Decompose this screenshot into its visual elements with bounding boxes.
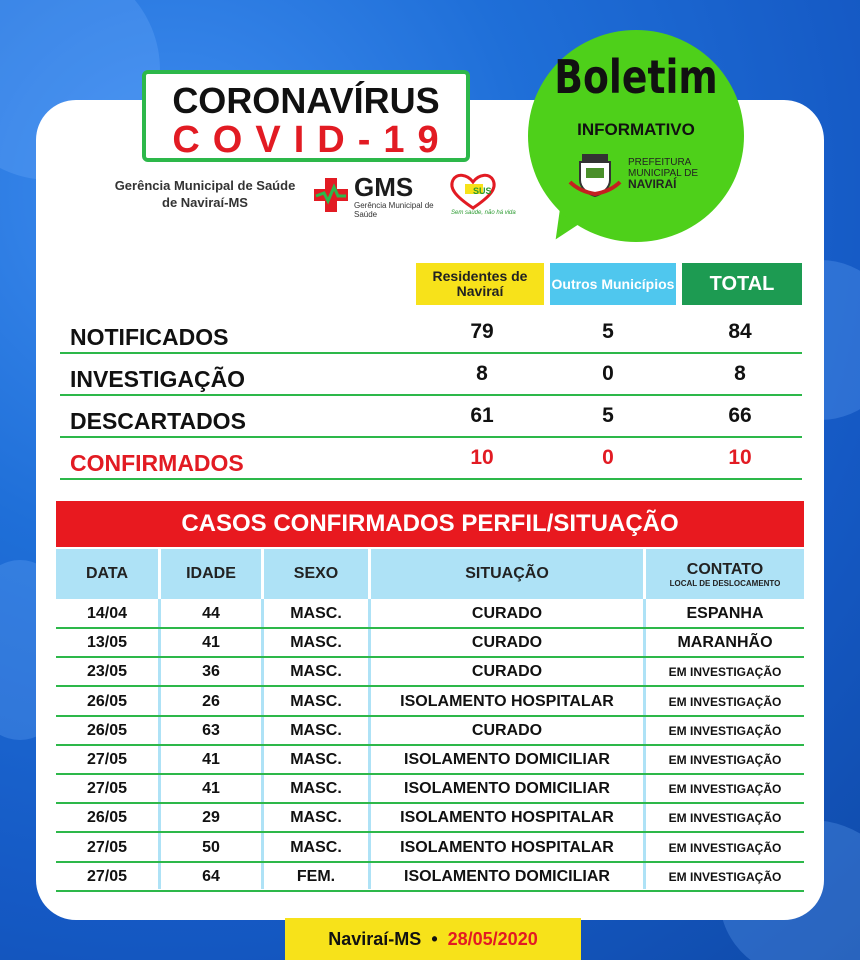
cell-contato: EM INVESTIGAÇÃO (668, 753, 782, 767)
cell-contato: MARANHÃO (677, 634, 773, 652)
cell-idade: 64 (202, 867, 220, 885)
summary-residentes: 61 (470, 404, 494, 427)
col-header-sexo (264, 549, 368, 599)
summary-row-notificados (60, 314, 802, 354)
cell-data: 13/05 (86, 634, 128, 652)
table-row (56, 804, 804, 833)
cell-idade: 44 (202, 605, 220, 622)
col-header-idade (161, 549, 261, 599)
header-text: SEXO (293, 565, 339, 582)
cell-sexo: MASC. (290, 663, 342, 681)
cell-sexo: MASC. (290, 692, 342, 710)
cell-contato: EM INVESTIGAÇÃO (668, 723, 782, 738)
table-row (56, 600, 804, 629)
table-row (56, 629, 804, 658)
col-header-outros: Outros Municípios (550, 263, 676, 305)
cell-data: 27/05 (86, 751, 128, 768)
summary-residentes: 10 (470, 446, 494, 469)
summary-label: NOTIFICADOS (70, 324, 229, 350)
cell-idade: 36 (202, 663, 220, 681)
summary-outros: 0 (602, 362, 614, 385)
cell-situacao: ISOLAMENTO HOSPITALAR (400, 809, 614, 827)
table-row (56, 863, 804, 892)
cell-contato: EM INVESTIGAÇÃO (668, 811, 782, 826)
col-header-contato (646, 549, 804, 599)
col-header-data (56, 549, 158, 599)
summary-residentes: 79 (470, 320, 494, 343)
cell-situacao: CURADO (471, 663, 543, 681)
cell-sexo: MASC. (290, 634, 342, 652)
cell-situacao: CURADO (471, 721, 543, 739)
table-row (56, 775, 804, 804)
summary-outros: 5 (602, 320, 614, 343)
cell-situacao: ISOLAMENTO DOMICILIAR (404, 867, 610, 885)
cell-idade: 29 (202, 809, 220, 827)
summary-row-investigacao (60, 356, 802, 396)
cell-data: 23/05 (86, 663, 128, 681)
naviraí-crest-icon (568, 152, 622, 198)
table-row (56, 834, 804, 863)
summary-label: INVESTIGAÇÃO (70, 366, 246, 392)
cell-sexo: MASC. (290, 809, 342, 827)
cell-idade: 41 (202, 634, 220, 652)
prefeitura-line3: NAVIRAÍ (628, 177, 677, 191)
summary-label: DESCARTADOS (70, 408, 246, 434)
health-cross-icon (312, 176, 350, 214)
gms-label: GMS (354, 172, 414, 202)
cell-data: 26/05 (86, 692, 128, 710)
footer-badge (285, 918, 581, 960)
summary-row-confirmados (60, 440, 802, 480)
cell-contato: ESPANHA (686, 605, 764, 622)
footer-separator: • (431, 928, 438, 949)
col-header-total: TOTAL (682, 263, 802, 305)
cell-contato: EM INVESTIGAÇÃO (668, 694, 782, 709)
table-row (56, 717, 804, 746)
table-row (56, 688, 804, 717)
cell-contato: EM INVESTIGAÇÃO (668, 840, 782, 855)
summary-total: 10 (728, 446, 752, 469)
cell-situacao: ISOLAMENTO DOMICILIAR (404, 780, 610, 798)
title-box (142, 70, 470, 162)
table-row (56, 658, 804, 687)
cell-sexo: FEM. (296, 867, 336, 885)
cases-banner: CASOS CONFIRMADOS PERFIL/SITUAÇÃO (56, 501, 804, 547)
cell-idade: 41 (202, 780, 220, 798)
cell-situacao: ISOLAMENTO HOSPITALAR (400, 692, 614, 710)
footer-date: 28/05/2020 (447, 928, 538, 949)
summary-outros: 0 (602, 446, 614, 469)
prefeitura-line2: MUNICIPAL DE (628, 168, 699, 179)
prefeitura-label (628, 157, 698, 191)
summary-row-descartados (60, 398, 802, 438)
cell-sexo: MASC. (290, 780, 342, 798)
cell-idade: 63 (202, 721, 220, 739)
cell-idade: 41 (202, 751, 220, 768)
informativo-subtitle: INFORMATIVO (577, 120, 695, 139)
summary-residentes: 8 (476, 362, 488, 385)
header-text: IDADE (186, 565, 236, 582)
title-line1: CORONAVÍRUS (172, 80, 440, 121)
cell-data: 27/05 (86, 867, 128, 885)
cell-contato: EM INVESTIGAÇÃO (668, 665, 782, 680)
cell-situacao: ISOLAMENTO HOSPITALAR (400, 838, 614, 856)
cell-sexo: MASC. (290, 721, 342, 739)
cell-sexo: MASC. (290, 605, 342, 622)
col-header-residentes: Residentes de Naviraí (416, 263, 544, 305)
col-header-situacao (371, 549, 643, 599)
summary-label: CONFIRMADOS (70, 450, 244, 476)
cell-data: 14/04 (86, 605, 128, 622)
cell-contato: EM INVESTIGAÇÃO (668, 782, 782, 797)
prefeitura-line1: PREFEITURA (628, 157, 692, 168)
summary-total: 8 (734, 362, 746, 385)
cell-sexo: MASC. (290, 751, 342, 768)
cell-idade: 50 (202, 838, 220, 856)
boletim-title: Boletim (554, 50, 718, 104)
header-text: CONTATO (686, 560, 764, 578)
summary-total: 66 (728, 404, 752, 427)
cell-idade: 26 (202, 692, 220, 710)
header-text: DATA (85, 565, 129, 582)
header-subtext: LOCAL DE DESLOCAMENTO (669, 578, 781, 588)
cell-situacao: CURADO (471, 605, 543, 622)
cell-data: 26/05 (86, 721, 128, 739)
cell-situacao: CURADO (471, 634, 543, 652)
sus-label: SUS (473, 186, 492, 196)
title-line2: COVID-19 (172, 119, 452, 161)
cell-data: 26/05 (86, 809, 128, 827)
gerencia-text: Gerência Municipal de Saúde de Naviraí-MS (114, 178, 296, 210)
cell-situacao: ISOLAMENTO DOMICILIAR (404, 751, 610, 768)
gms-subtitle: Gerência Municipal de Saúde (354, 201, 434, 219)
cell-data: 27/05 (86, 780, 128, 798)
cell-contato: EM INVESTIGAÇÃO (668, 869, 782, 884)
cell-sexo: MASC. (290, 838, 342, 856)
footer-place: Naviraí-MS (328, 928, 422, 949)
gms-logo (312, 172, 432, 220)
sus-logo (445, 172, 516, 218)
table-row (56, 746, 804, 775)
summary-outros: 5 (602, 404, 614, 427)
cell-data: 27/05 (86, 838, 128, 856)
sus-slogan: Sem saúde, não há vida (451, 210, 516, 216)
header-text: SITUAÇÃO (465, 565, 549, 582)
summary-total: 84 (728, 320, 752, 343)
